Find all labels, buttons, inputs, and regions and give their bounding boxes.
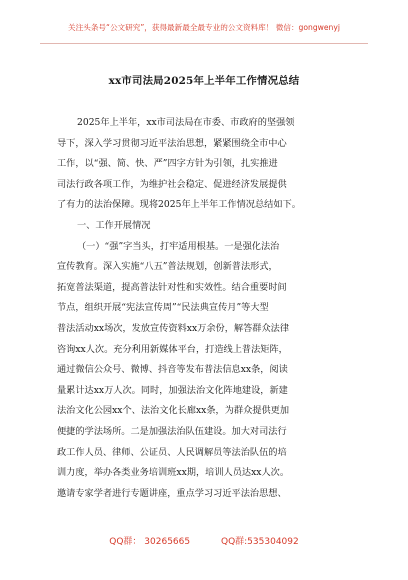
paragraph-line: 通过微信公众号、微博、抖音等发布普法信息xx条，阅读 [57, 364, 288, 376]
section-heading: 一、工作开展情况 [77, 219, 151, 231]
paragraph-line: 邀请专家学者进行专题讲座，重点学习习近平法治思想、 [57, 487, 287, 499]
paragraph-line: 法治文化公园xx个、法治文化长廊xx条，为群众提供更加 [57, 405, 290, 417]
paragraph-line: 导下，深入学习贯彻习近平法治思想，紧紧围绕全市中心 [57, 137, 287, 149]
footer-qq-group-2: QQ群:535304092 [220, 537, 299, 547]
paragraph-line: 工作，以“强、简、快、严”四字方针为引领，扎实推进 [57, 158, 278, 170]
paragraph-line: 司法行政各项工作，为维护社会稳定、促进经济发展提供 [57, 178, 287, 190]
paragraph-line: 训力度，举办各类业务培训班xx期，培训人员达xx人次。 [57, 467, 290, 479]
footer-contact [0, 534, 408, 547]
document-body [57, 113, 351, 504]
paragraph-line: 了有力的法治保障。现将2025年上半年工作情况总结如下。 [57, 199, 301, 211]
paragraph-line: 普法活动xx场次，发放宣传资料xx万余份，解答群众法律 [57, 322, 290, 334]
paragraph-line: 咨询xx人次。充分利用新媒体平台，打造线上普法矩阵， [57, 343, 288, 355]
paragraph-line: 便捷的学法场所。二是加强法治队伍建设。加大对司法行 [57, 425, 287, 437]
paragraph-line: 2025年上半年，xx市司法局在市委、市政府的坚强领 [77, 117, 295, 128]
header-divider [40, 43, 368, 44]
paragraph-line: 量累计达xx万人次。同时，加强法治文化阵地建设，新建 [57, 384, 288, 396]
paragraph-line: 拓宽普法渠道，提高普法针对性和实效性。结合重要时间 [57, 281, 287, 293]
footer-qq-group-1: QQ群： 30265665 [109, 537, 191, 547]
paragraph-line: （一）“强”字当头，打牢适用根基。一是强化法治 [77, 240, 280, 252]
paragraph-line: 宣传教育。深入实施“八五”普法规划，创新普法形式， [57, 261, 278, 273]
header-banner: 关注头条号“公文研究”，获得最新最全最专业的公文资料库！ 微信：gongwenyj [68, 23, 340, 32]
paragraph-line: 政工作人员、律师、公证员、人民调解员等法治队伍的培 [57, 446, 287, 458]
paragraph-line: 节点，组织开展“宪法宣传周”“民法典宣传月”等大型 [57, 302, 269, 314]
document-title: xx市司法局2025年上半年工作情况总结 [108, 75, 300, 87]
